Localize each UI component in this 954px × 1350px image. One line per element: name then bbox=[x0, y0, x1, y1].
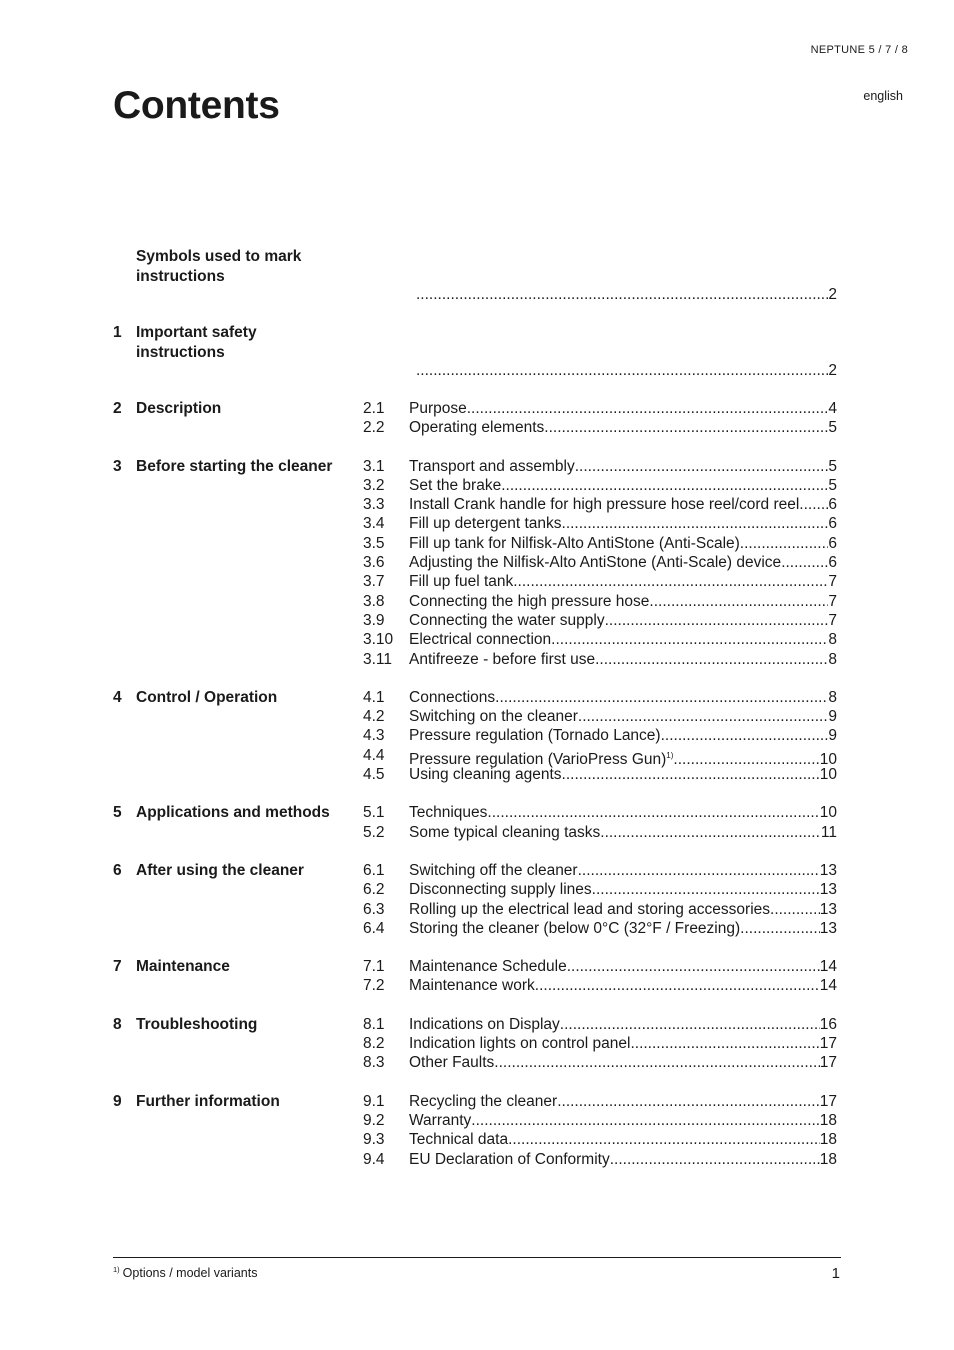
toc-entry-line bbox=[409, 803, 837, 822]
toc-entry-number: 9.1 bbox=[363, 1092, 385, 1110]
toc-entry-text bbox=[409, 726, 661, 745]
toc-page-number: 17 bbox=[819, 1054, 837, 1072]
table-of-contents bbox=[113, 247, 837, 1188]
header-model-label: NEPTUNE 5 / 7 / 8 bbox=[810, 44, 908, 56]
toc-entry-label: Connecting the high pressure hose bbox=[409, 592, 650, 610]
toc-entry[interactable] bbox=[113, 880, 837, 899]
toc-entry-number: 5.1 bbox=[363, 804, 385, 822]
header-language-label: english bbox=[863, 89, 903, 103]
toc-entry-number: 3.3 bbox=[363, 496, 385, 514]
toc-section-title: After using the cleaner bbox=[136, 861, 304, 879]
toc-entry-number: 2.1 bbox=[363, 400, 385, 417]
toc-entry-text bbox=[409, 1130, 508, 1149]
toc-entry[interactable] bbox=[113, 495, 837, 514]
toc-entry-label: Fill up tank for Nilfisk-Alto AntiStone (Anti-Scale) bbox=[409, 534, 740, 552]
toc-entry-number: 8.3 bbox=[363, 1054, 385, 1072]
toc-entry-label: Fill up detergent tanks bbox=[409, 515, 562, 533]
toc-section-title: Troubleshooting bbox=[136, 1015, 258, 1033]
toc-section-number: 8 bbox=[113, 1015, 122, 1033]
toc-entry[interactable] bbox=[113, 1130, 837, 1149]
toc-page-number: 4 bbox=[828, 400, 837, 417]
toc-entry-number: 9.3 bbox=[363, 1131, 385, 1149]
toc-leader-dots bbox=[592, 880, 820, 899]
toc-entry[interactable] bbox=[113, 457, 837, 476]
toc-section-number: 9 bbox=[113, 1092, 122, 1110]
toc-page-number: 6 bbox=[828, 554, 837, 572]
toc-page-number: 2 bbox=[828, 362, 837, 379]
toc-page-number: 5 bbox=[828, 457, 837, 475]
toc-entry-number: 4.4 bbox=[363, 746, 385, 764]
toc-entry-label: Maintenance Schedule bbox=[409, 958, 567, 976]
toc-page-number: 7 bbox=[828, 573, 837, 591]
toc-entry-line bbox=[409, 1034, 837, 1053]
toc-leader-dots bbox=[487, 803, 819, 822]
toc-entry[interactable] bbox=[113, 1092, 837, 1111]
toc-entry-number: 6.2 bbox=[363, 881, 385, 899]
toc-entry-label: Adjusting the Nilfisk-Alto AntiStone (Anti-Scale) device bbox=[409, 554, 782, 572]
toc-page-number: 10 bbox=[819, 750, 837, 768]
toc-entry-line bbox=[409, 457, 837, 476]
toc-entry-line bbox=[409, 553, 837, 572]
toc-entry-text bbox=[409, 630, 551, 649]
toc-leader-dots bbox=[562, 765, 820, 784]
toc-entry-text bbox=[409, 553, 781, 572]
toc-entry-text bbox=[409, 1015, 560, 1034]
toc-entry[interactable] bbox=[113, 803, 837, 822]
toc-page-number: 17 bbox=[819, 1092, 837, 1110]
toc-entry-text bbox=[409, 572, 513, 591]
toc-entry-number: 6.1 bbox=[363, 861, 385, 879]
toc-section-number: 2 bbox=[113, 400, 122, 417]
toc-entry-text bbox=[409, 495, 799, 514]
toc-entry-number: 3.2 bbox=[363, 476, 385, 494]
toc-entry-number: 2.2 bbox=[363, 419, 385, 437]
toc-section bbox=[113, 1015, 837, 1073]
toc-leader-dots bbox=[513, 572, 828, 591]
page-number: 1 bbox=[831, 1265, 840, 1282]
toc-page-number: 14 bbox=[819, 977, 837, 995]
toc-entry[interactable] bbox=[113, 418, 837, 437]
toc-entry-label: Maintenance work bbox=[409, 977, 535, 995]
toc-section bbox=[113, 399, 837, 438]
toc-section-title: Important safety instructions bbox=[136, 324, 257, 361]
toc-entry-label: Disconnecting supply lines bbox=[409, 881, 592, 899]
toc-leader-dots bbox=[610, 1150, 820, 1169]
toc-entry-line bbox=[409, 726, 837, 745]
toc-page-number: 2 bbox=[828, 286, 837, 303]
toc-section-number: 7 bbox=[113, 958, 122, 976]
toc-entry-label: Pressure regulation (Tornado Lance) bbox=[409, 727, 661, 745]
toc-entry-line bbox=[409, 650, 837, 669]
toc-page-number: 18 bbox=[819, 1131, 837, 1149]
toc-entry[interactable] bbox=[113, 707, 837, 726]
toc-page-number: 6 bbox=[828, 534, 837, 552]
toc-entry-number: 9.2 bbox=[363, 1111, 385, 1129]
toc-entry-text bbox=[409, 688, 495, 707]
toc-section-number: 5 bbox=[113, 804, 122, 822]
page-title: Contents bbox=[113, 84, 280, 127]
toc-entry-number: 6.4 bbox=[363, 919, 385, 937]
toc-entry-number: 4.2 bbox=[363, 708, 385, 726]
toc-page-number: 16 bbox=[819, 1015, 837, 1033]
toc-entry-line bbox=[409, 476, 837, 495]
toc-entry-text bbox=[409, 514, 562, 533]
toc-section bbox=[113, 803, 837, 842]
toc-section-title: Control / Operation bbox=[136, 688, 278, 706]
toc-entry-number: 3.9 bbox=[363, 611, 385, 629]
toc-leader-line bbox=[416, 285, 837, 304]
toc-entry-line bbox=[409, 495, 837, 514]
toc-page-number: 7 bbox=[828, 592, 837, 610]
toc-entry-line bbox=[409, 1150, 837, 1169]
footnote-marker: 1) bbox=[113, 1265, 120, 1274]
toc-section-title: Applications and methods bbox=[136, 804, 330, 822]
toc-entry-number: 8.2 bbox=[363, 1035, 385, 1053]
toc-page-number: 8 bbox=[828, 650, 837, 668]
toc-entry[interactable] bbox=[113, 572, 837, 591]
toc-page-number: 10 bbox=[819, 804, 837, 822]
toc-entry[interactable] bbox=[113, 514, 837, 533]
toc-page-number: 9 bbox=[828, 708, 837, 726]
toc-entry[interactable] bbox=[113, 919, 837, 938]
toc-entry-line bbox=[409, 823, 837, 842]
toc-entry-number: 7.1 bbox=[363, 958, 385, 976]
toc-section-number: 3 bbox=[113, 457, 122, 475]
toc-entry[interactable] bbox=[113, 592, 837, 611]
toc-entry-line bbox=[409, 707, 837, 726]
toc-entry[interactable] bbox=[113, 957, 837, 976]
toc-entry-text bbox=[409, 707, 578, 726]
toc-section bbox=[113, 323, 837, 380]
toc-entry-number: 3.11 bbox=[363, 650, 393, 668]
toc-entry[interactable] bbox=[113, 765, 837, 784]
footer-divider bbox=[113, 1257, 841, 1258]
toc-entry-number: 3.5 bbox=[363, 534, 385, 552]
toc-leader-line bbox=[416, 361, 837, 380]
toc-entry-number: 5.2 bbox=[363, 823, 385, 841]
toc-entry-text bbox=[409, 919, 740, 938]
toc-leader-dots bbox=[416, 361, 828, 380]
toc-entry-line bbox=[409, 514, 837, 533]
toc-section-number: 4 bbox=[113, 688, 122, 706]
toc-entry-text bbox=[409, 765, 562, 784]
toc-page-number: 6 bbox=[828, 515, 837, 533]
toc-page-number: 8 bbox=[828, 631, 837, 649]
toc-entry-label: Technical data bbox=[409, 1131, 509, 1149]
toc-entry-label: Install Crank handle for high pressure hose reel/cord reel bbox=[409, 496, 800, 514]
toc-entry-text bbox=[409, 900, 770, 919]
toc-page-number: 13 bbox=[819, 881, 837, 899]
toc-leader-dots bbox=[595, 650, 828, 669]
toc-entry[interactable] bbox=[113, 1111, 837, 1130]
toc-entry-label: Connections bbox=[409, 688, 496, 706]
toc-section bbox=[113, 861, 837, 938]
toc-entry-number: 3.4 bbox=[363, 515, 385, 533]
toc-entry-line bbox=[409, 976, 837, 995]
toc-entry[interactable] bbox=[113, 976, 837, 995]
toc-entry-label: Rolling up the electrical lead and storing accessories bbox=[409, 900, 771, 918]
toc-entry-line bbox=[409, 765, 837, 784]
toc-section-title: Maintenance bbox=[136, 958, 230, 976]
toc-entry-number: 3.7 bbox=[363, 573, 385, 591]
toc-entry-number: 4.1 bbox=[363, 688, 385, 706]
toc-entry-line bbox=[409, 592, 837, 611]
toc-entry[interactable] bbox=[113, 1150, 837, 1169]
toc-entry-text bbox=[409, 803, 487, 822]
toc-entry-label: Switching off the cleaner bbox=[409, 861, 578, 879]
toc-entry-number: 4.3 bbox=[363, 727, 385, 745]
toc-entry-label: Set the brake bbox=[409, 476, 502, 494]
toc-entry-text bbox=[409, 592, 649, 611]
toc-leader-dots bbox=[551, 630, 828, 649]
toc-entry-line bbox=[409, 399, 837, 418]
toc-entry-line bbox=[409, 1053, 837, 1072]
toc-section-number: 1 bbox=[113, 324, 122, 341]
toc-entry[interactable] bbox=[113, 611, 837, 630]
toc-leader-dots bbox=[578, 861, 820, 880]
toc-page-number: 18 bbox=[819, 1150, 837, 1168]
toc-entry-label: Antifreeze - before first use bbox=[409, 650, 596, 668]
toc-entry[interactable] bbox=[113, 726, 837, 745]
toc-leader-dots bbox=[578, 707, 828, 726]
toc-page-number: 17 bbox=[819, 1035, 837, 1053]
toc-leader-dots bbox=[781, 553, 828, 572]
toc-entry[interactable] bbox=[113, 650, 837, 669]
toc-entry-label: Indication lights on control panel bbox=[409, 1035, 631, 1053]
toc-entry-label: Operating elements bbox=[409, 419, 545, 437]
toc-entry[interactable] bbox=[113, 1034, 837, 1053]
toc-section bbox=[113, 688, 837, 784]
toc-entry-text bbox=[409, 650, 595, 669]
toc-section bbox=[113, 457, 837, 669]
toc-page-number: 5 bbox=[828, 419, 837, 437]
toc-entry[interactable] bbox=[113, 688, 837, 707]
toc-leader-dots bbox=[630, 1034, 819, 1053]
toc-entry-line bbox=[409, 900, 837, 919]
toc-entry-number: 9.4 bbox=[363, 1150, 385, 1168]
toc-section bbox=[113, 957, 837, 996]
toc-entry-number: 8.1 bbox=[363, 1015, 385, 1033]
toc-entry[interactable] bbox=[113, 861, 837, 880]
toc-leader-dots bbox=[600, 823, 821, 842]
toc-entry-number: 3.6 bbox=[363, 554, 385, 572]
toc-entry-text bbox=[409, 957, 567, 976]
toc-entry-text bbox=[409, 1111, 471, 1130]
toc-leader-dots bbox=[495, 688, 828, 707]
toc-leader-dots bbox=[575, 457, 829, 476]
toc-entry[interactable] bbox=[113, 399, 837, 418]
toc-entry-text bbox=[409, 880, 592, 899]
toc-section-row[interactable] bbox=[113, 247, 837, 304]
toc-page-number: 7 bbox=[828, 611, 837, 629]
toc-leader-dots bbox=[544, 418, 828, 437]
toc-entry-label: Switching on the cleaner bbox=[409, 708, 578, 726]
toc-leader-dots bbox=[467, 399, 829, 418]
toc-leader-dots bbox=[567, 957, 820, 976]
toc-entry-text bbox=[409, 418, 544, 437]
toc-entry-text bbox=[409, 1034, 630, 1053]
toc-leader-dots bbox=[501, 476, 828, 495]
toc-entry-text bbox=[409, 611, 605, 630]
toc-entry[interactable] bbox=[113, 1015, 837, 1034]
toc-entry-number: 4.5 bbox=[363, 766, 385, 784]
footnote-text: Options / model variants bbox=[122, 1266, 258, 1280]
toc-section-title: Description bbox=[136, 400, 222, 417]
toc-entry[interactable] bbox=[113, 900, 837, 919]
toc-entry-text bbox=[409, 861, 578, 880]
toc-leader-dots bbox=[740, 534, 829, 553]
toc-section bbox=[113, 247, 837, 304]
toc-entry-line bbox=[409, 1130, 837, 1149]
toc-entry[interactable] bbox=[113, 476, 837, 495]
toc-leader-dots bbox=[562, 514, 829, 533]
toc-entry-number: 6.3 bbox=[363, 900, 385, 918]
toc-entry-text bbox=[409, 476, 501, 495]
toc-entry-label: Electrical connection bbox=[409, 631, 552, 649]
toc-section-title: Before starting the cleaner bbox=[136, 457, 333, 475]
toc-entry-line bbox=[409, 919, 837, 938]
toc-entry[interactable] bbox=[113, 746, 837, 768]
toc-leader-dots bbox=[740, 919, 820, 938]
toc-page-number: 13 bbox=[819, 900, 837, 918]
toc-section bbox=[113, 1092, 837, 1169]
toc-entry-number: 3.1 bbox=[363, 457, 385, 475]
toc-entry-text bbox=[409, 976, 535, 995]
toc-leader-dots bbox=[471, 1111, 819, 1130]
footnote bbox=[113, 1265, 257, 1280]
toc-entry-label: Techniques bbox=[409, 804, 488, 822]
toc-page-number: 13 bbox=[819, 919, 837, 937]
toc-entry-label: Recycling the cleaner bbox=[409, 1092, 558, 1110]
toc-entry-line bbox=[409, 630, 837, 649]
toc-page-number: 18 bbox=[819, 1111, 837, 1129]
toc-entry-label: Storing the cleaner (below 0°C (32°F / Freezing) bbox=[409, 919, 741, 937]
toc-entry-line bbox=[409, 688, 837, 707]
toc-entry-line bbox=[409, 1111, 837, 1130]
toc-entry-text bbox=[409, 1092, 557, 1111]
toc-entry[interactable] bbox=[113, 823, 837, 842]
toc-leader-dots bbox=[649, 592, 828, 611]
toc-entry[interactable] bbox=[113, 534, 837, 553]
toc-entry-text bbox=[409, 1053, 494, 1072]
toc-page-number: 11 bbox=[820, 823, 837, 841]
toc-entry-label: Indications on Display bbox=[409, 1015, 560, 1033]
toc-entry-label: EU Declaration of Conformity bbox=[409, 1150, 610, 1168]
toc-leader-dots bbox=[770, 900, 820, 919]
toc-leader-dots bbox=[605, 611, 829, 630]
toc-entry[interactable] bbox=[113, 1053, 837, 1072]
toc-section-number: 6 bbox=[113, 861, 122, 879]
toc-leader-dots bbox=[557, 1092, 820, 1111]
toc-entry-label: Transport and assembly bbox=[409, 457, 575, 475]
toc-page-number: 5 bbox=[828, 476, 837, 494]
toc-leader-dots bbox=[661, 726, 829, 745]
toc-entry-label: Other Faults bbox=[409, 1054, 495, 1072]
toc-leader-dots bbox=[494, 1053, 819, 1072]
toc-entry-line bbox=[409, 1092, 837, 1111]
toc-page-number: 10 bbox=[819, 766, 837, 784]
toc-entry-text bbox=[409, 823, 600, 842]
toc-section-row[interactable] bbox=[113, 323, 837, 380]
toc-entry-label: Fill up fuel tank bbox=[409, 573, 514, 591]
toc-page-number: 14 bbox=[819, 958, 837, 976]
toc-entry-label: Using cleaning agents bbox=[409, 766, 562, 784]
toc-leader-dots bbox=[508, 1130, 820, 1149]
toc-section-title: Further information bbox=[136, 1092, 280, 1110]
toc-entry-line bbox=[409, 418, 837, 437]
toc-page-number: 8 bbox=[828, 688, 837, 706]
toc-leader-dots bbox=[560, 1015, 820, 1034]
toc-entry-label: Purpose bbox=[409, 400, 467, 417]
toc-leader-dots bbox=[799, 495, 828, 514]
toc-entry-line bbox=[409, 534, 837, 553]
toc-page-number: 13 bbox=[819, 861, 837, 879]
toc-entry[interactable] bbox=[113, 553, 837, 572]
toc-entry[interactable] bbox=[113, 630, 837, 649]
toc-entry-line bbox=[409, 572, 837, 591]
toc-entry-label: Some typical cleaning tasks bbox=[409, 823, 601, 841]
toc-entry-line bbox=[409, 957, 837, 976]
toc-entry-line bbox=[409, 880, 837, 899]
toc-entry-text bbox=[409, 457, 575, 476]
toc-leader-dots bbox=[416, 285, 828, 304]
footnote-reference: 1) bbox=[666, 750, 674, 760]
toc-page-number: 9 bbox=[828, 727, 837, 745]
toc-entry-text bbox=[409, 399, 467, 418]
toc-entry-label: Pressure regulation (VarioPress Gun) bbox=[409, 750, 667, 768]
toc-entry-number: 3.10 bbox=[363, 631, 394, 649]
toc-entry-line bbox=[409, 611, 837, 630]
toc-entry-text bbox=[409, 534, 740, 553]
toc-entry-number: 3.8 bbox=[363, 592, 385, 610]
toc-entry-label: Connecting the water supply bbox=[409, 611, 605, 629]
toc-entry-number: 7.2 bbox=[363, 977, 385, 995]
toc-entry-label: Warranty bbox=[409, 1111, 472, 1129]
toc-leader-dots bbox=[535, 976, 820, 995]
toc-section-title: Symbols used to mark instructions bbox=[136, 248, 302, 285]
toc-page-number: 6 bbox=[828, 496, 837, 514]
toc-entry-line bbox=[409, 1015, 837, 1034]
toc-entry-text bbox=[409, 1150, 610, 1169]
toc-entry-line bbox=[409, 861, 837, 880]
